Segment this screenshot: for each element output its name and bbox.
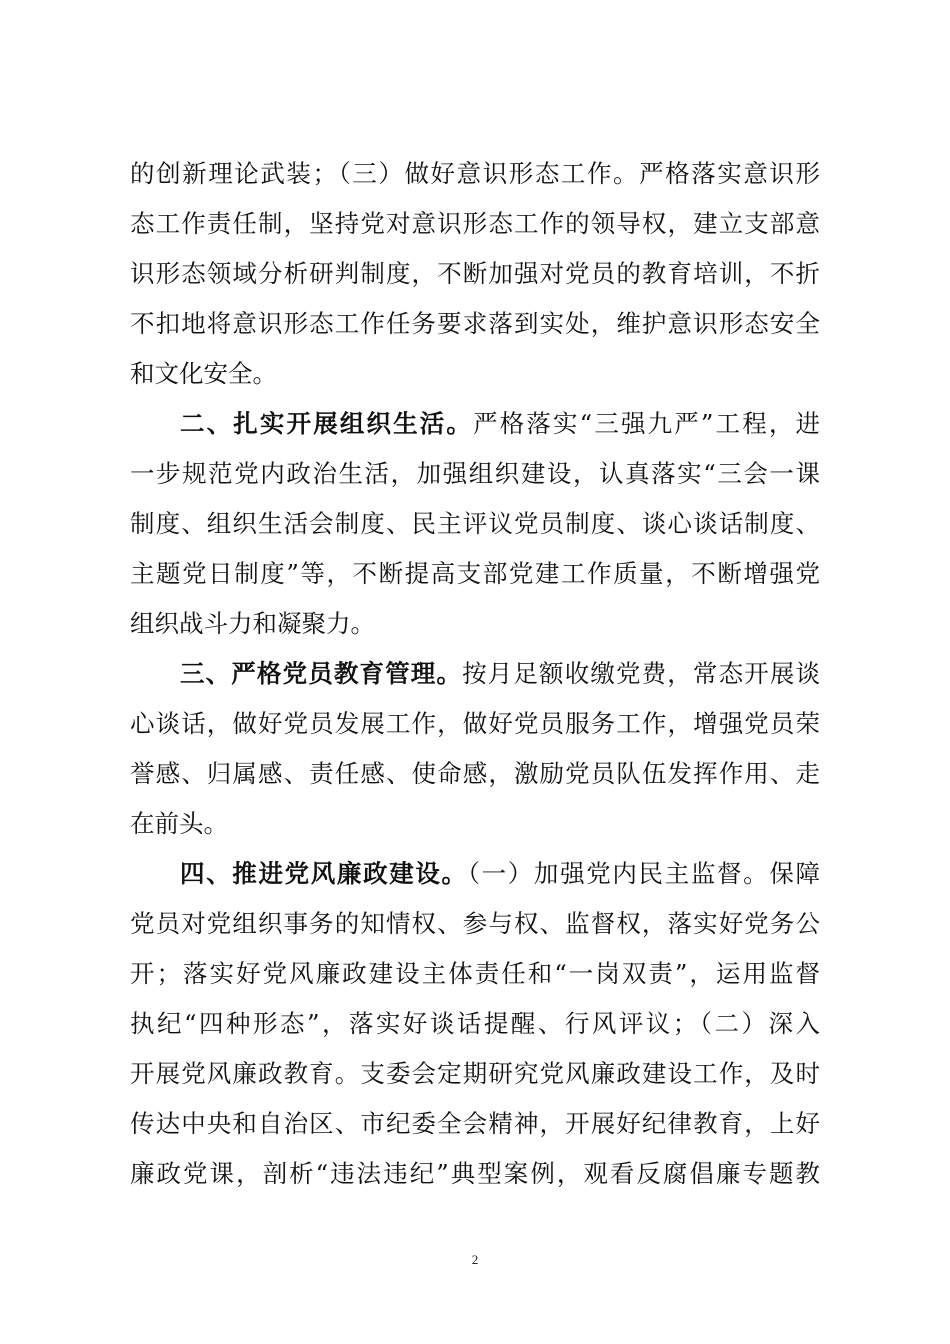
text-line: 组织战斗力和凝聚力。 — [130, 609, 375, 638]
text-line: 传达中央和自治区、市纪委全会精神，开展好纪律教育，上好 — [130, 1109, 820, 1138]
text-line: 态工作责任制，坚持党对意识形态工作的领导权，建立支部意 — [130, 209, 820, 238]
section-heading: 四、推进党风廉政建设。 — [180, 859, 468, 888]
section-heading: 二、扎实开展组织生活。 — [180, 409, 474, 438]
text-line: 制度、组织生活会制度、民主评议党员制度、谈心谈话制度、 — [130, 509, 820, 538]
text-line: 执纪“四种形态”，落实好谈话提醒、行风评议；（二）深入 — [130, 1009, 820, 1038]
text-line: 不扣地将意识形态工作任务要求落到实处，维护意识形态安全 — [130, 309, 820, 338]
page-number: 2 — [471, 1252, 479, 1267]
text-line: 的创新理论武装；（三）做好意识形态工作。严格落实意识形 — [130, 159, 820, 188]
text-line: 在前头。 — [130, 809, 228, 838]
text-line: 誉感、归属感、责任感、使命感，激励党员队伍发挥作用、走 — [130, 759, 820, 788]
text-line: 主题党日制度”等，不断提高支部党建工作质量，不断增强党 — [130, 559, 820, 588]
text-segment: 严格落实“三强九严”工程，进 — [473, 409, 820, 438]
paragraph-heading-line — [180, 656, 820, 692]
text-line: 开；落实好党风廉政建设主体责任和“一岗双责”，运用监督 — [130, 959, 820, 988]
text-line: 和文化安全。 — [130, 359, 277, 388]
text-segment: 按月足额收缴党费，常态开展谈 — [462, 659, 821, 688]
paragraph-heading-line — [180, 406, 820, 442]
text-line: 党员对党组织事务的知情权、参与权、监督权，落实好党务公 — [130, 909, 820, 938]
text-line: 廉政党课，剖析“违法违纪”典型案例，观看反腐倡廉专题教 — [130, 1159, 820, 1188]
section-heading: 三、严格党员教育管理。 — [180, 659, 463, 688]
text-line: 识形态领域分析研判制度，不断加强对党员的教育培训，不折 — [130, 259, 820, 288]
text-line: 心谈话，做好党员发展工作，做好党员服务工作，增强党员荣 — [130, 709, 820, 738]
paragraph-heading-line — [180, 856, 820, 892]
text-line: 开展党风廉政教育。支委会定期研究党风廉政建设工作，及时 — [130, 1059, 820, 1088]
text-line: 一步规范党内政治生活，加强组织建设，认真落实“三会一课 — [130, 459, 820, 488]
text-segment: （一）加强党内民主监督。保障 — [467, 859, 820, 888]
